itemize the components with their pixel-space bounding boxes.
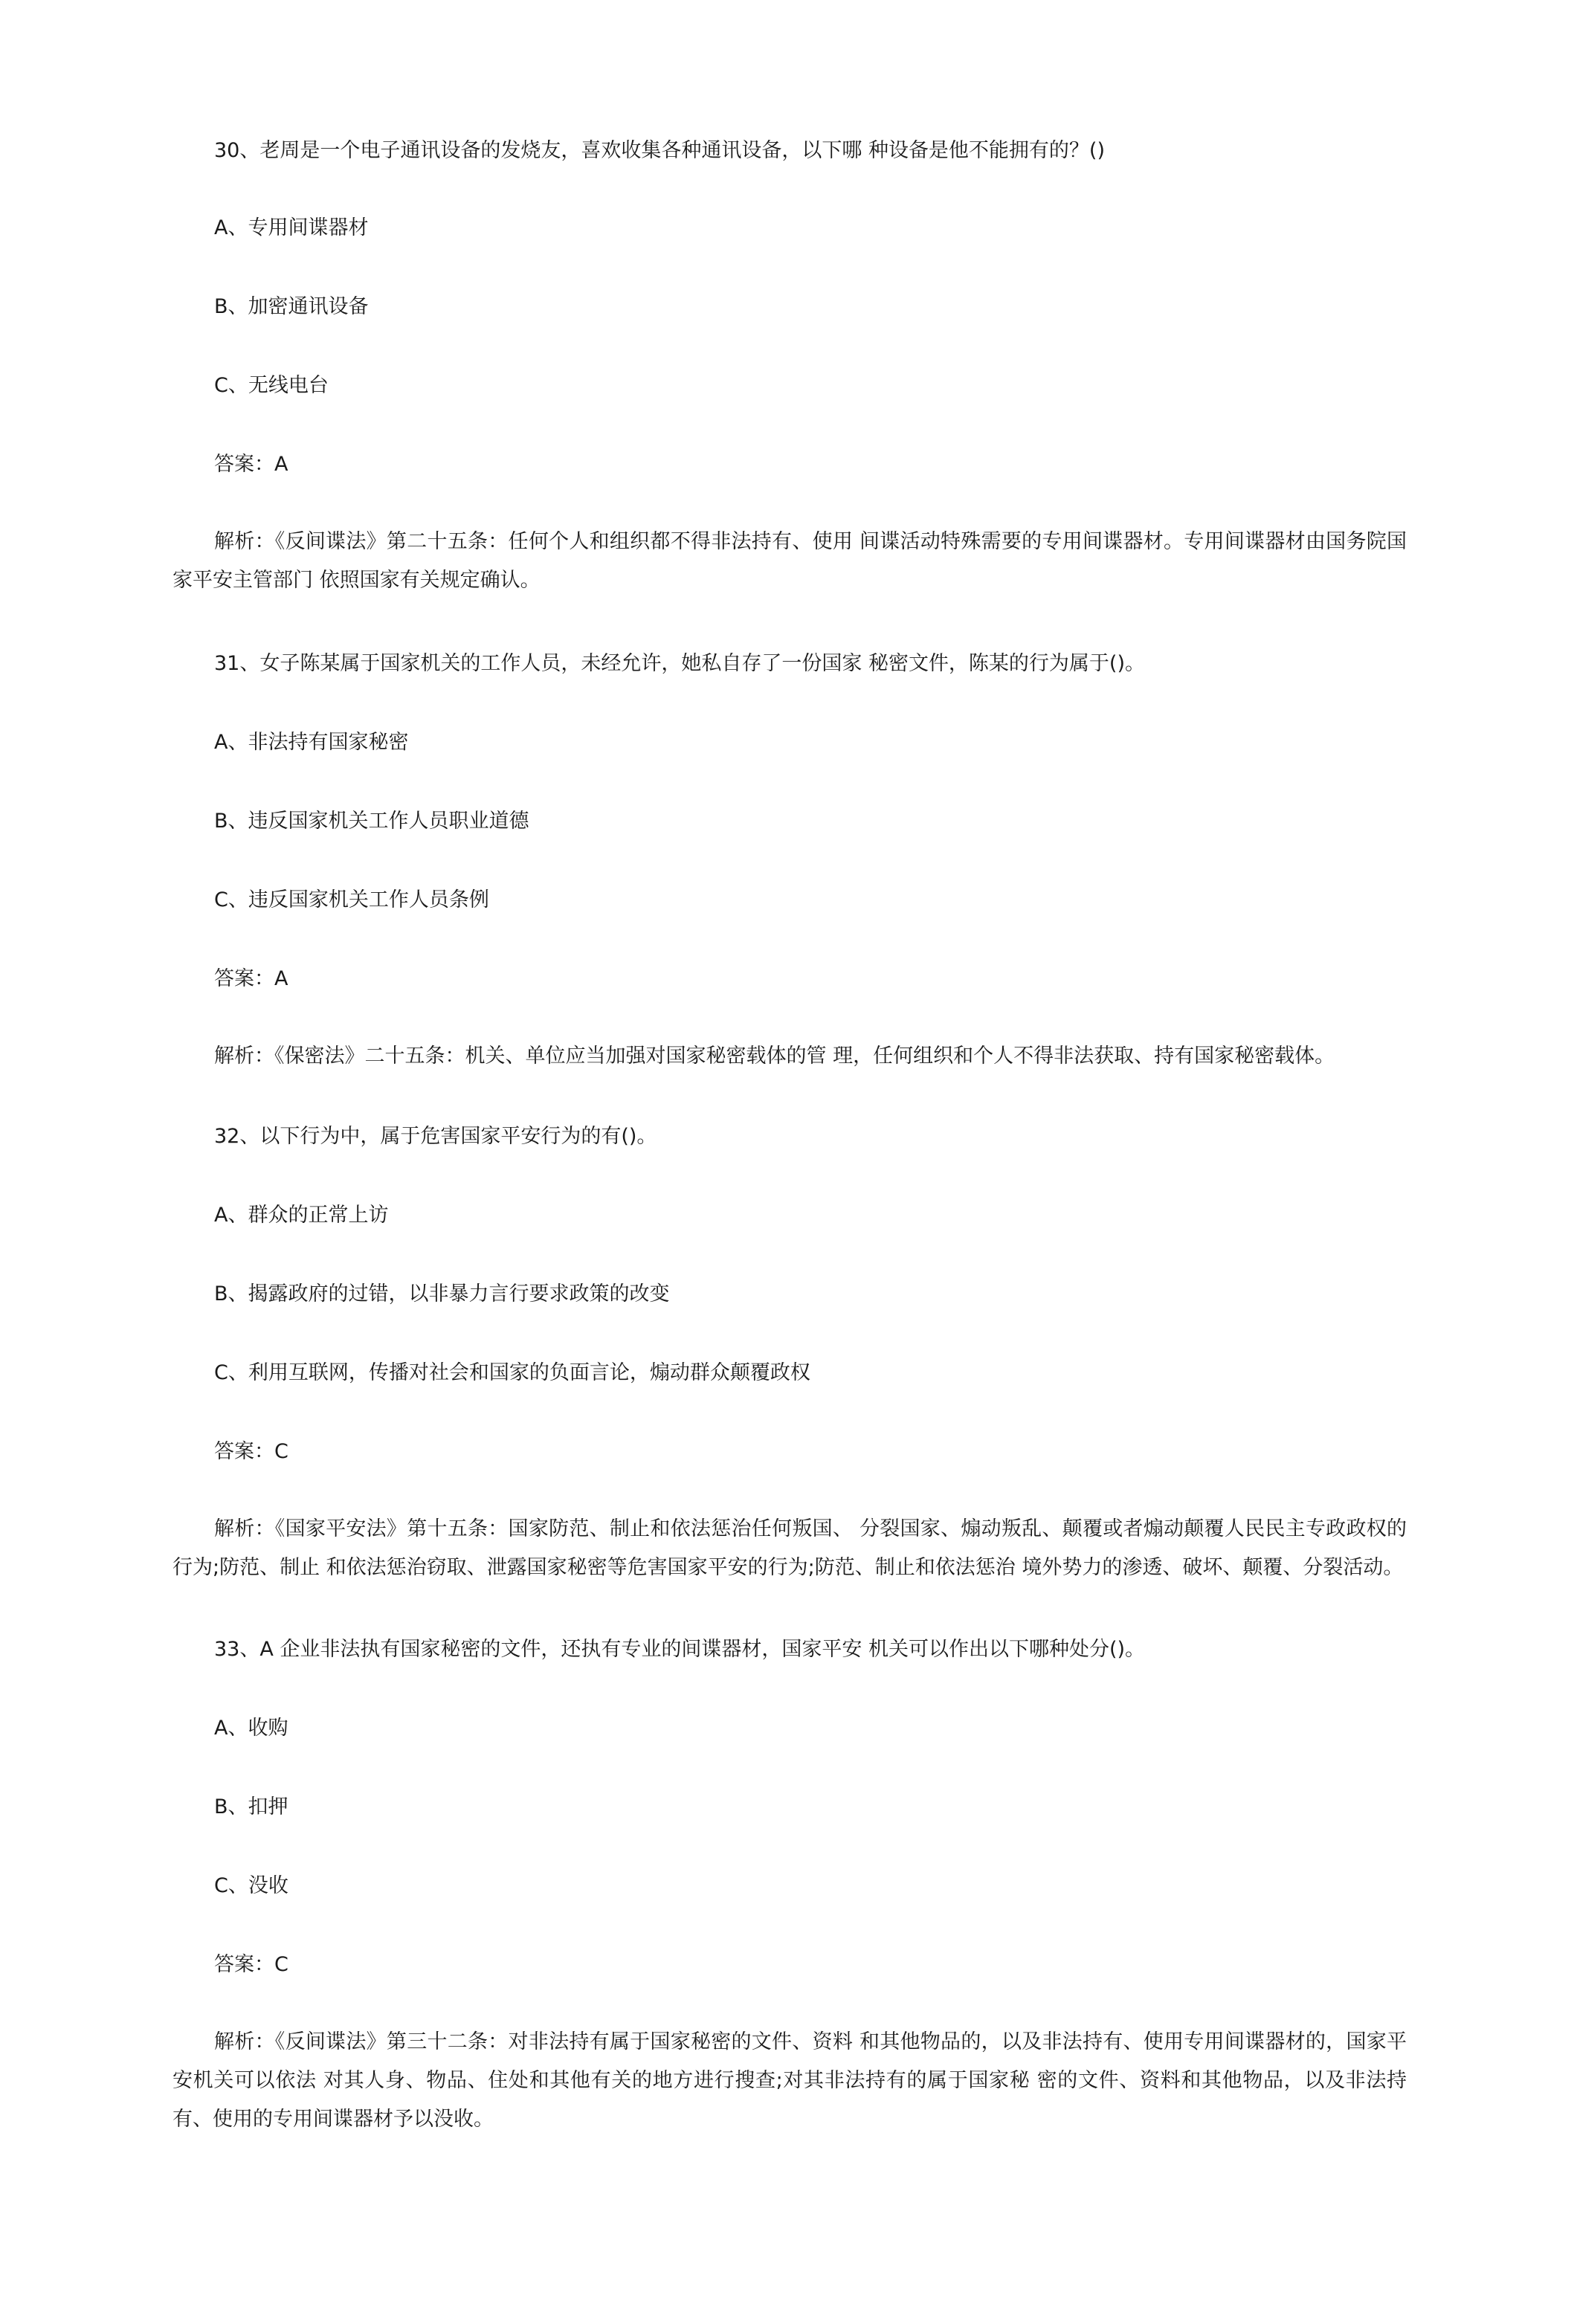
analysis-text: 解析：《反间谍法》第二十五条：任何个人和组织都不得非法持有、使用 间谍活动特殊需要的专用间谍器材。专用间谍器材由国务院国家平安主管部门 依照国家有关规定确认。 xyxy=(172,530,1407,592)
option-c: C、违反国家机关工作人员条例 xyxy=(214,888,489,911)
option-a: A、群众的正常上访 xyxy=(214,1204,389,1227)
analysis-text: 解析：《国家平安法》第十五条：国家防范、制止和依法惩治任何叛国、 分裂国家、煽动叛乱、颠覆或者煽动颠覆人民民主专政政权的行为;防范、制止 和依法惩治窃取、泄露国家秘密等危害国家平安的行为;防范、制止和依法惩治 境外势力的渗透、破坏、颠覆、分裂活动。 xyxy=(172,1517,1407,1579)
option-b: B、扣押 xyxy=(214,1795,288,1818)
answer-text: 答案：A xyxy=(214,967,288,990)
option-c: C、无线电台 xyxy=(214,374,329,397)
option-c: C、利用互联网，传播对社会和国家的负面言论，煽动群众颠覆政权 xyxy=(214,1361,810,1384)
analysis-text: 解析：《反间谍法》第三十二条：对非法持有属于国家秘密的文件、资料 和其他物品的，以及非法持有、使用专用间谍器材的，国家平安机关可以依法 对其人身、物品、住处和其他有关的地方进行搜查;对其非法持有的属于国家秘 密的文件、资料和其他物品，以及非法持有、使用的专用间谍器材予以没收。 xyxy=(172,2030,1407,2131)
question-text: 31、女子陈某属于国家机关的工作人员，未经允许，她私自存了一份国家 秘密文件，陈某的行为属于()。 xyxy=(214,652,1146,675)
answer-text: 答案：C xyxy=(214,1953,288,1976)
question-text: 30、老周是一个电子通讯设备的发烧友，喜欢收集各种通讯设备，以下哪 种设备是他不能拥有的？() xyxy=(214,139,1106,162)
option-c: C、没收 xyxy=(214,1874,288,1897)
answer-text: 答案：A xyxy=(214,453,288,476)
option-a: A、收购 xyxy=(214,1717,288,1740)
analysis-text: 解析：《保密法》二十五条：机关、单位应当加强对国家秘密载体的管 理，任何组织和个人不得非法获取、持有国家秘密载体。 xyxy=(214,1045,1335,1068)
option-b: B、违反国家机关工作人员职业道德 xyxy=(214,810,529,833)
question-text: 32、以下行为中，属于危害国家平安行为的有()。 xyxy=(214,1125,657,1148)
option-a: A、非法持有国家秘密 xyxy=(214,731,409,754)
answer-text: 答案：C xyxy=(214,1440,288,1463)
option-b: B、加密通讯设备 xyxy=(214,295,369,318)
option-a: A、专用间谍器材 xyxy=(214,216,369,239)
question-text: 33、A 企业非法执有国家秘密的文件，还执有专业的间谍器材，国家平安 机关可以作出以下哪种处分()。 xyxy=(214,1638,1146,1661)
option-b: B、揭露政府的过错，以非暴力言行要求政策的改变 xyxy=(214,1282,670,1305)
